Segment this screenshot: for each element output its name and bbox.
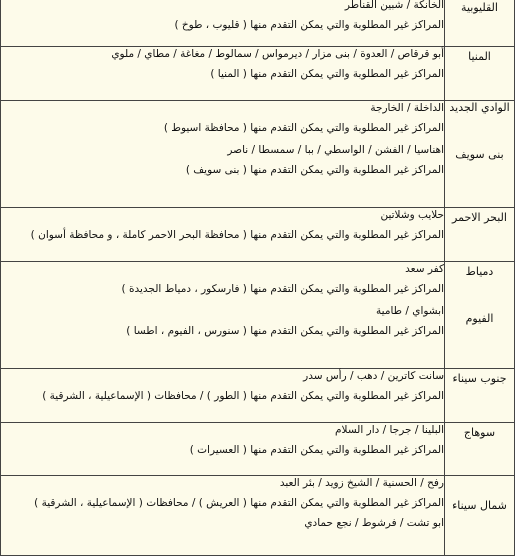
required-centers: أبو قرقاص / العدوة / بنى مزار / ديرمواس / سمالوط / مغاغة / مطاي / ملوي [111, 48, 444, 60]
alternative-centers: المراكز غير المطلوبة والتي يمكن التقدم منها ( قليوب ، طوخ ) [174, 19, 444, 31]
required-centers: رفح / الحسنية / الشيخ زويد / بئر العبد [279, 477, 444, 489]
alternative-centers: المراكز غير المطلوبة والتي يمكن التقدم منها ( بنى سويف ) [185, 164, 444, 176]
governorate-name: المنيا [468, 50, 491, 63]
table-row [1, 0, 515, 47]
table-row [1, 208, 515, 262]
table-row [1, 47, 515, 101]
governorate-cell [445, 262, 515, 369]
required-centers: الخانكة / شبين القناطر [344, 0, 444, 11]
alternative-centers: المراكز غير المطلوبة والتي يمكن التقدم منها ( العريش ) / محافظات ( الإسماعيلية ، الشرقية ) [34, 497, 444, 509]
centers-cell [1, 47, 445, 101]
required-centers: حلايب وشلاتين [380, 209, 444, 221]
table-row [1, 476, 515, 556]
governorate-name: الوادي الجديد [449, 101, 510, 114]
governorate-cell [445, 101, 515, 208]
alternative-centers: المراكز غير المطلوبة والتي يمكن التقدم منها ( المنيا ) [210, 68, 444, 80]
governorate-cell [445, 208, 515, 262]
governorate-name: جنوب سيناء [452, 372, 507, 385]
governorate-name: الفيوم [465, 312, 494, 325]
alternative-centers: المراكز غير المطلوبة والتي يمكن التقدم منها ( محافظة البحر الاحمر كاملة ، و محافظة أسوان ) [30, 229, 444, 241]
required-centers: البلينا / جرجا / دار السلام [335, 424, 444, 436]
table-row [1, 262, 515, 369]
alternative-centers: المراكز غير المطلوبة والتي يمكن التقدم منها ( العسيرات ) [189, 444, 444, 456]
required-centers: اهناسيا / الفشن / الواسطي / ببا / سمسطا / ناصر [227, 144, 444, 156]
alternative-centers: المراكز غير المطلوبة والتي يمكن التقدم منها ( الطور ) / محافظات ( الإسماعيلية ، الشرقية ) [42, 390, 444, 402]
table-row [1, 423, 515, 476]
alternative-centers: المراكز غير المطلوبة والتي يمكن التقدم منها ( فارسكور ، دمياط الجديدة ) [121, 283, 444, 295]
centers-cell [1, 208, 445, 262]
governorate-cell [445, 369, 515, 423]
alternative-centers: المراكز غير المطلوبة والتي يمكن التقدم منها ( سنورس ، الفيوم ، اطسا ) [126, 325, 444, 337]
governorate-name: شمال سيناء [452, 499, 507, 512]
governorate-name: سوهاج [463, 426, 496, 439]
required-centers: ابشواي / طامية [376, 305, 444, 317]
governorate-cell [445, 0, 515, 47]
centers-cell [1, 423, 445, 476]
centers-cell [1, 262, 445, 369]
centers-cell [1, 101, 445, 208]
governorate-cell [445, 476, 515, 556]
required-centers: كفر سعد [405, 263, 444, 275]
governorate-cell [445, 423, 515, 476]
governorate-name: القليوبية [461, 1, 498, 14]
required-centers: الداخلة / الخارجة [370, 102, 444, 114]
centers-cell [1, 476, 445, 556]
governorate-cell [445, 47, 515, 101]
governorate-name: بنى سويف [455, 148, 504, 161]
alternative-centers: المراكز غير المطلوبة والتي يمكن التقدم منها ( محافظة اسيوط ) [163, 122, 444, 134]
table-row [1, 101, 515, 208]
governorate-name: البحر الاحمر [452, 211, 507, 224]
governorate-name: دمياط [465, 265, 494, 278]
required-centers: ابو تشت / فرشوط / نجع حمادي [304, 517, 444, 529]
centers-cell [1, 0, 445, 47]
centers-cell [1, 369, 445, 423]
table-row [1, 369, 515, 423]
required-centers: سانت كاترين / دهب / رأس سدر [303, 370, 444, 382]
